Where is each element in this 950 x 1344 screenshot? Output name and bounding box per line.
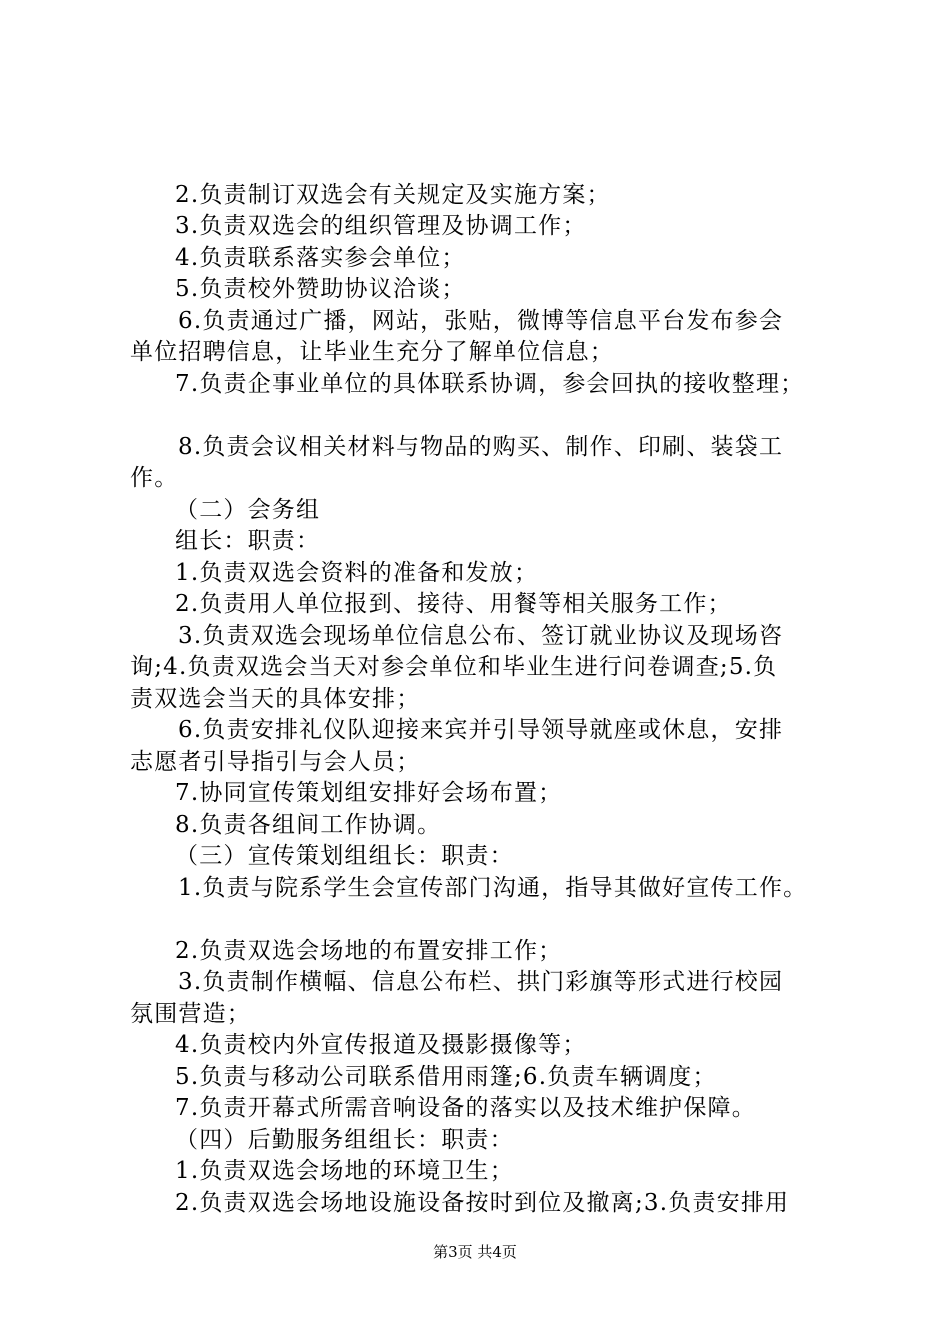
text-line: 4.负责联系落实参会单位；	[175, 245, 466, 271]
text-line: 5.负责与移动公司联系借用雨篷;6.负责车辆调度；	[175, 1064, 717, 1090]
page-number-footer: 第3页 共4页	[433, 1243, 517, 1261]
text-line: 志愿者引导指引与会人员；	[130, 749, 421, 775]
section-heading: （二）会务组	[175, 497, 321, 523]
text-line: 3.负责制作横幅、信息公布栏、拱门彩旗等形式进行校园	[178, 969, 784, 995]
text-line: 4.负责校内外宣传报道及摄影摄像等；	[175, 1032, 587, 1058]
text-line: 作。	[130, 465, 179, 491]
text-line: 7.负责企事业单位的具体联系协调，参会回执的接收整理；	[175, 371, 805, 397]
text-line: 7.负责开幕式所需音响设备的落实以及技术维护保障。	[175, 1095, 756, 1121]
text-line: 询;4.负责双选会当天对参会单位和毕业生进行问卷调查;5.负	[130, 654, 778, 680]
text-line: 1.负责双选会场地的环境卫生；	[175, 1158, 514, 1184]
text-line: 2.负责双选会场地设施设备按时到位及撤离;3.负责安排用	[175, 1190, 790, 1216]
section-heading: （四）后勤服务组组长：职责：	[175, 1127, 514, 1153]
text-line: 6.负责通过广播，网站，张贴，微博等信息平台发布参会	[178, 308, 784, 334]
text-line: 8.负责各组间工作协调。	[175, 812, 442, 838]
text-line: 3.负责双选会现场单位信息公布、签订就业协议及现场咨	[178, 623, 784, 649]
text-line: 责双选会当天的具体安排；	[130, 686, 421, 712]
text-line: 2.负责双选会场地的布置安排工作；	[175, 938, 563, 964]
text-line: 单位招聘信息，让毕业生充分了解单位信息；	[130, 339, 614, 365]
text-line: 1.负责与院系学生会宣传部门沟通，指导其做好宣传工作。	[178, 875, 808, 901]
text-line: 6.负责安排礼仪队迎接来宾并引导领导就座或休息，安排	[178, 717, 784, 743]
text-line: 2.负责制订双选会有关规定及实施方案；	[175, 182, 611, 208]
text-line: 5.负责校外赞助协议洽谈；	[175, 276, 466, 302]
text-line: 2.负责用人单位报到、接待、用餐等相关服务工作；	[175, 591, 732, 617]
text-line: 3.负责双选会的组织管理及协调工作；	[175, 213, 587, 239]
text-line: 氛围营造；	[130, 1001, 251, 1027]
text-line: 1.负责双选会资料的准备和发放；	[175, 560, 539, 586]
section-heading: （三）宣传策划组组长：职责：	[175, 843, 514, 869]
text-line: 8.负责会议相关材料与物品的购买、制作、印刷、装袋工	[178, 434, 784, 460]
text-line: 组长：职责：	[175, 528, 321, 554]
text-line: 7.协同宣传策划组安排好会场布置；	[175, 780, 563, 806]
